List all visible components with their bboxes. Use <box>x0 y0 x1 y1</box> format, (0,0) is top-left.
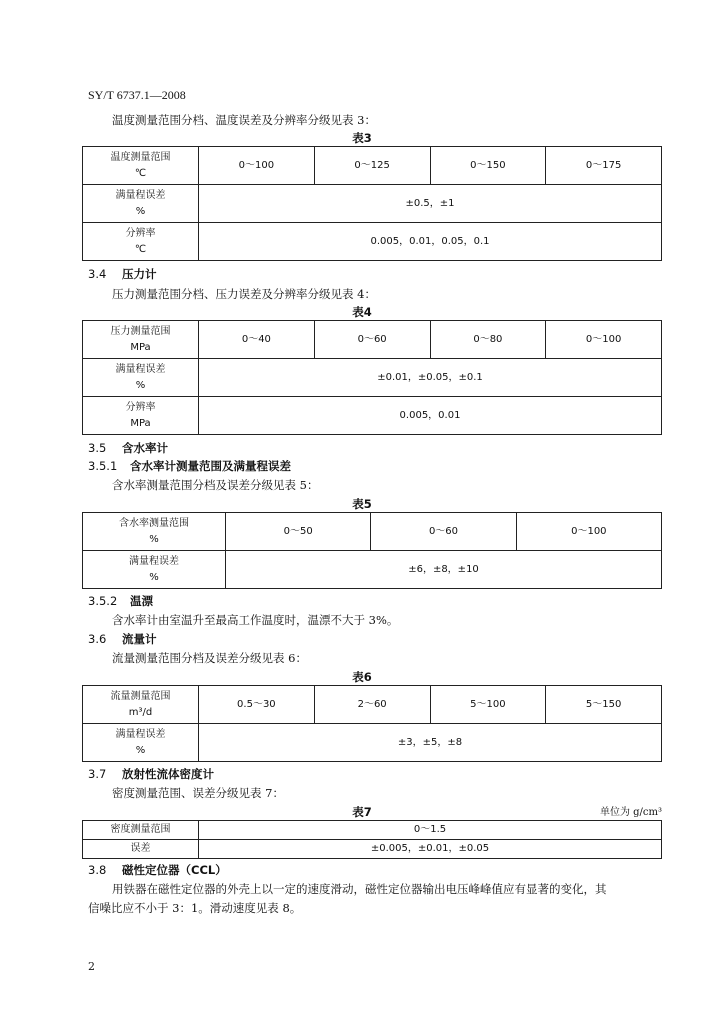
table-cell: 0～50 <box>226 513 371 551</box>
table-row <box>83 185 662 223</box>
table-row-label: 流量测量范围 m³/d <box>83 686 199 724</box>
table7-caption: 表7 <box>352 805 372 819</box>
table-row <box>83 724 662 762</box>
document-header: SY/T 6737.1—2008 <box>88 88 186 102</box>
table-row <box>83 686 662 724</box>
table-cell: ±3，±5，±8 <box>199 724 662 762</box>
table-cell: 5～150 <box>546 686 662 724</box>
table4 <box>82 320 662 435</box>
table-cell: 0.5～30 <box>199 686 315 724</box>
table-row-label: 密度测量范围 <box>83 821 199 840</box>
paragraph: 用铁器在磁性定位器的外壳上以一定的速度滑动，磁性定位器输出电压峰峰值应有显著的变化，其 <box>112 882 607 896</box>
table-cell: 0～60 <box>314 321 430 359</box>
table-row-label: 温度测量范围 ℃ <box>83 147 199 185</box>
table-row <box>83 821 662 840</box>
table-row-label: 满量程误差 % <box>83 724 199 762</box>
table-cell: 0～100 <box>199 147 315 185</box>
table-cell: 0～150 <box>430 147 546 185</box>
table-cell: 0～40 <box>199 321 315 359</box>
table-row <box>83 513 662 551</box>
table-cell: 0～100 <box>546 321 662 359</box>
table5 <box>82 512 662 589</box>
section-heading-3-5-2: 3.5.2 温漂 <box>88 594 153 608</box>
table6 <box>82 685 662 762</box>
table-row-label: 分辨率 MPa <box>83 397 199 435</box>
paragraph: 密度测量范围、误差分级见表 7： <box>112 786 284 800</box>
paragraph: 含水率测量范围分档及误差分级见表 5： <box>112 478 319 492</box>
table3 <box>82 146 662 261</box>
table-cell: 0.005，0.01 <box>199 397 662 435</box>
table6-caption: 表6 <box>352 670 372 684</box>
table-cell: 5～100 <box>430 686 546 724</box>
paragraph: 压力测量范围分档、压力误差及分辨率分级见表 4： <box>112 287 376 301</box>
table-cell: ±0.005，±0.01，±0.05 <box>199 840 662 859</box>
table-cell: 0.005，0.01，0.05，0.1 <box>199 223 662 261</box>
paragraph: 含水率计由室温升至最高工作温度时，温漂不大于 3%。 <box>112 613 399 627</box>
table-row <box>83 321 662 359</box>
section-heading-3-4: 3.4 压力计 <box>88 267 157 281</box>
table-cell: ±0.01，±0.05，±0.1 <box>199 359 662 397</box>
table-row <box>83 223 662 261</box>
section-heading-3-7: 3.7 放射性流体密度计 <box>88 767 214 781</box>
table-cell: ±0.5，±1 <box>199 185 662 223</box>
table7-unit: 单位为 g/cm³ <box>599 807 662 818</box>
table-row-label: 满量程误差 % <box>83 185 199 223</box>
table-row <box>83 551 662 589</box>
table5-caption: 表5 <box>352 497 372 511</box>
section-heading-3-8: 3.8 磁性定位器（CCL） <box>88 863 227 877</box>
table-cell: 0～125 <box>314 147 430 185</box>
section-heading-3-5: 3.5 含水率计 <box>88 441 168 455</box>
table7 <box>82 820 662 859</box>
page-number: 2 <box>88 960 95 973</box>
table-row-label: 含水率测量范围 % <box>83 513 226 551</box>
table-row <box>83 840 662 859</box>
paragraph: 流量测量范围分档及误差分级见表 6： <box>112 651 307 665</box>
table-cell: 2～60 <box>314 686 430 724</box>
table-row <box>83 359 662 397</box>
table-row-label: 误差 <box>83 840 199 859</box>
table-row-label: 满量程误差 % <box>83 551 226 589</box>
table-row-label: 分辨率 ℃ <box>83 223 199 261</box>
table-cell: 0～175 <box>546 147 662 185</box>
paragraph: 温度测量范围分档、温度误差及分辨率分级见表 3： <box>112 113 376 127</box>
table-cell: 0～60 <box>371 513 516 551</box>
paragraph: 信噪比应不小于 3：1。滑动速度见表 8。 <box>88 901 302 915</box>
table-cell: ±6，±8，±10 <box>226 551 662 589</box>
table-row-label: 压力测量范围 MPa <box>83 321 199 359</box>
table-cell: 0～80 <box>430 321 546 359</box>
table-row <box>83 147 662 185</box>
table-cell: 0～1.5 <box>199 821 662 840</box>
table3-caption: 表3 <box>352 131 372 145</box>
section-heading-3-5-1: 3.5.1 含水率计测量范围及满量程误差 <box>88 459 291 473</box>
table-cell: 0～100 <box>516 513 661 551</box>
table-row-label: 满量程误差 % <box>83 359 199 397</box>
section-heading-3-6: 3.6 流量计 <box>88 632 157 646</box>
table4-caption: 表4 <box>352 305 372 319</box>
table-row <box>83 397 662 435</box>
